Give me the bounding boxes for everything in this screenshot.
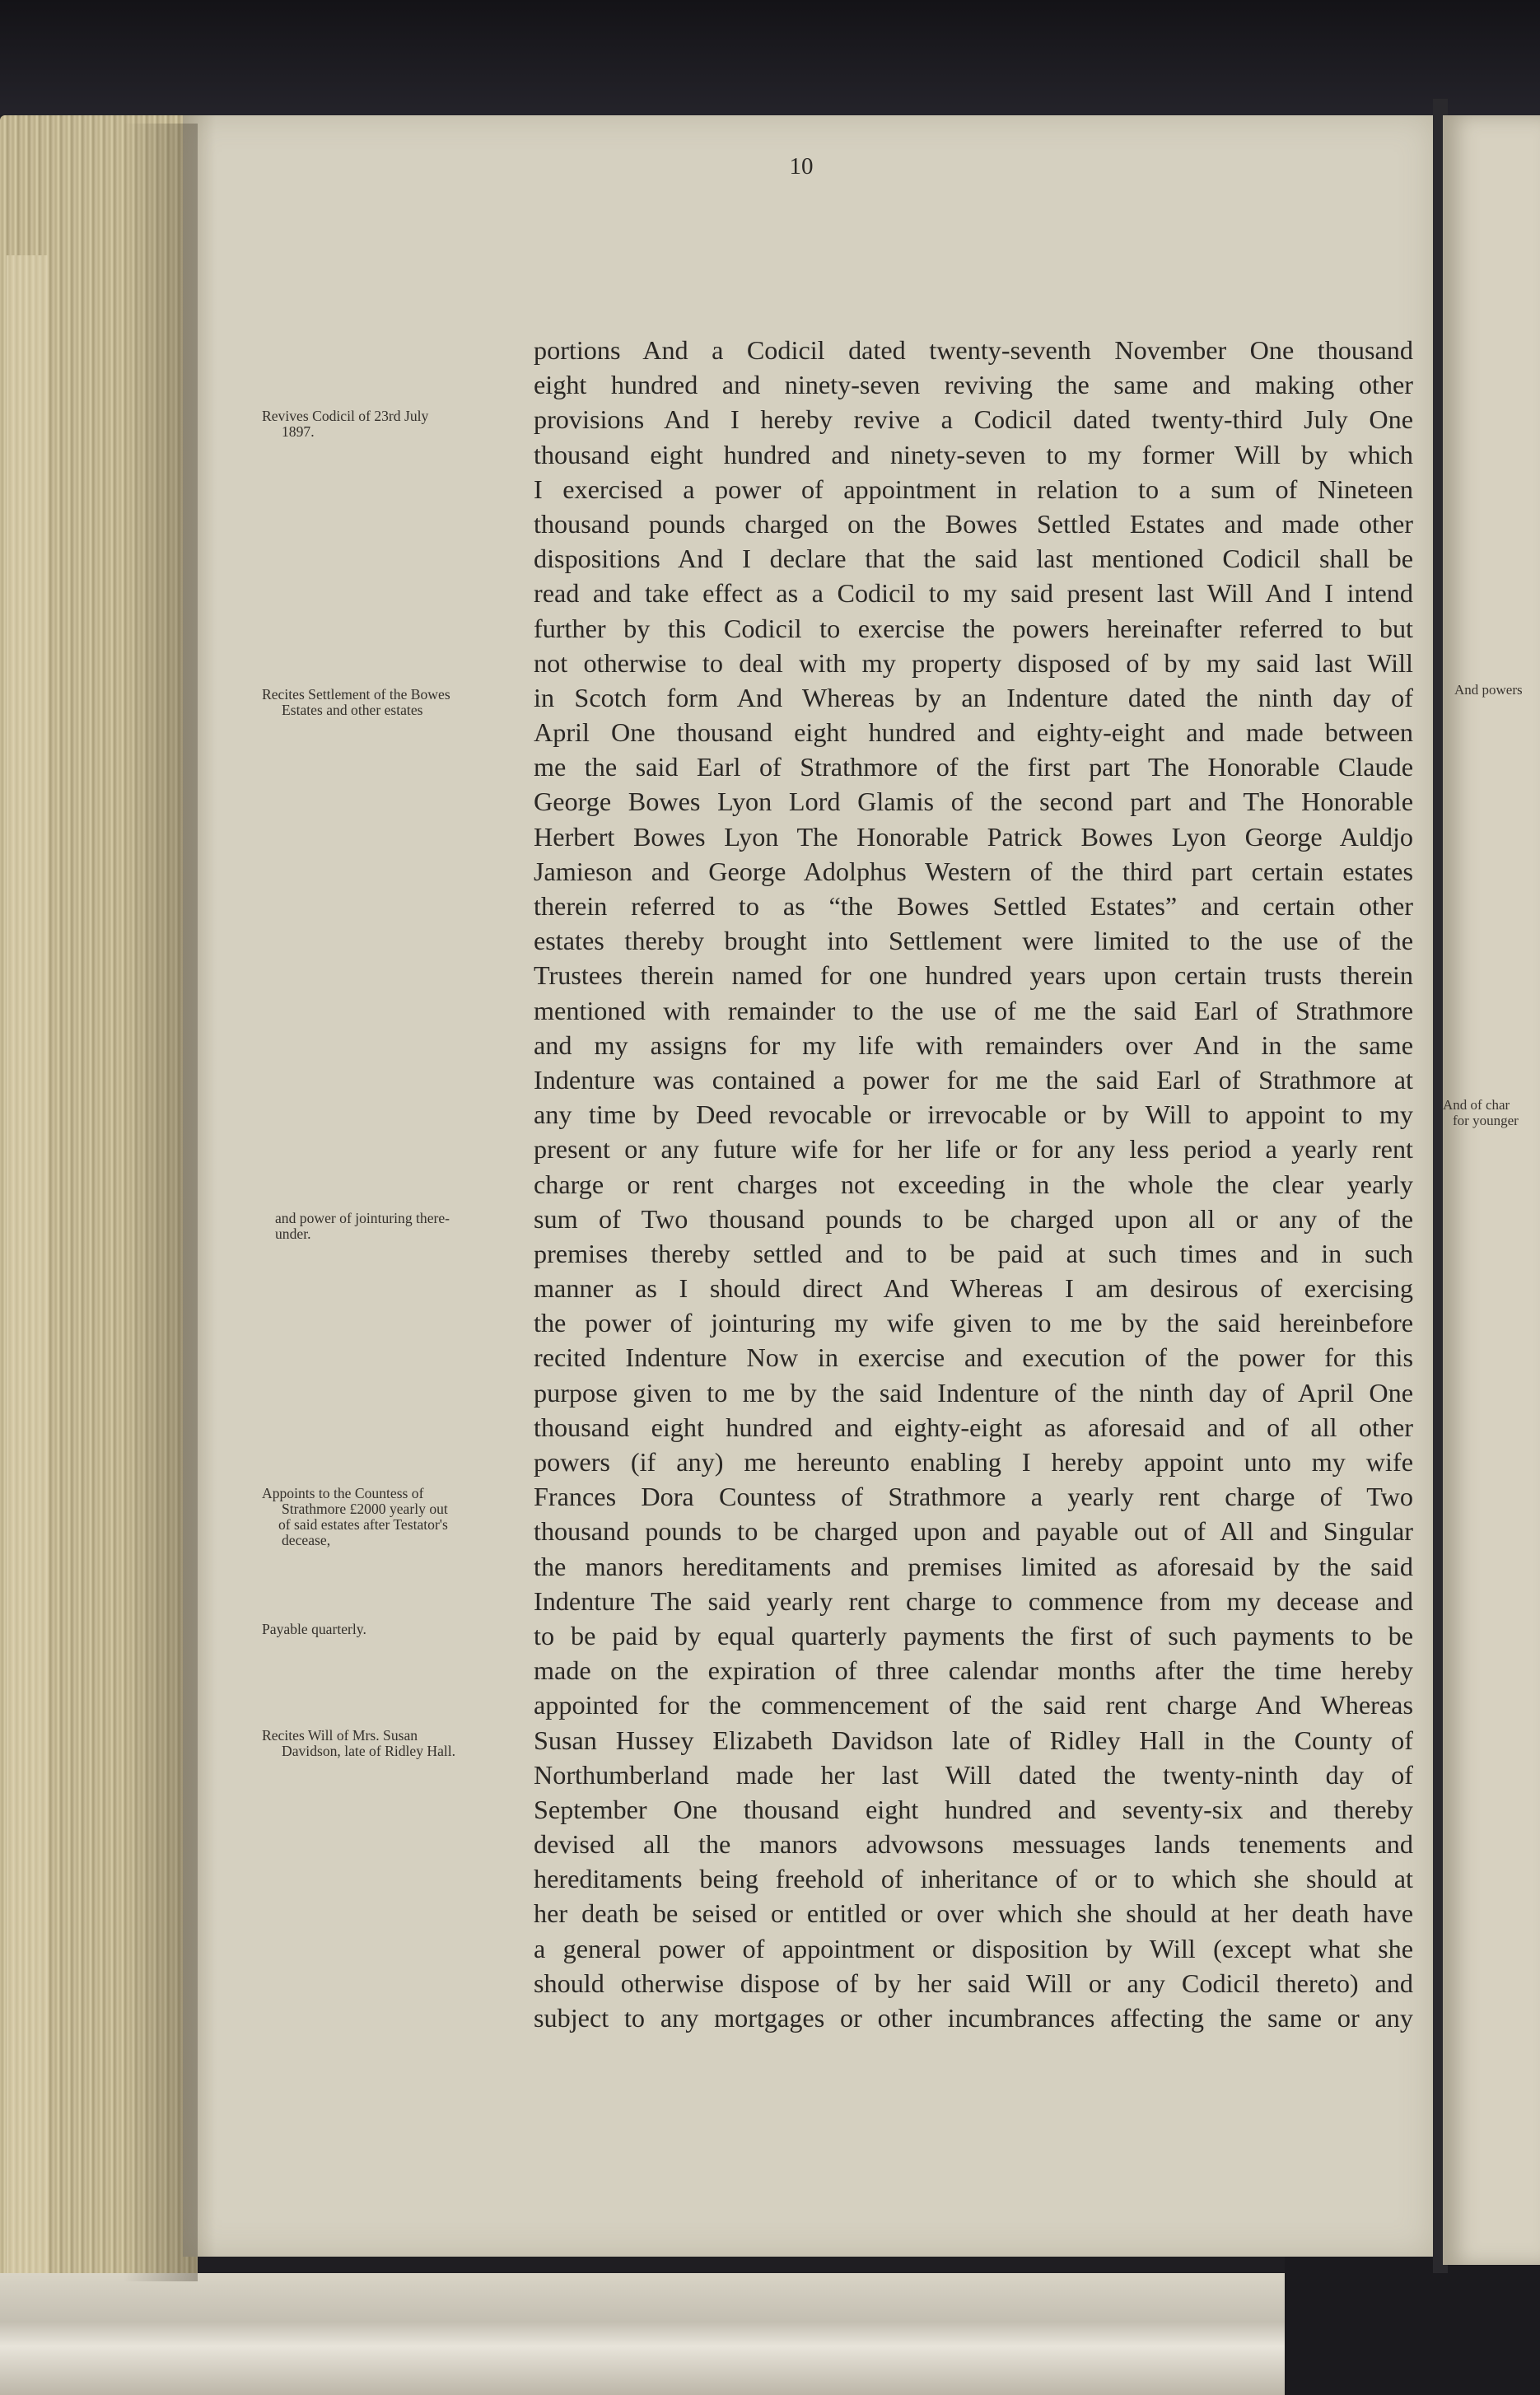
- text-line: subject to any mortgages or other incumbrances affecting the same or any: [534, 2003, 1413, 2033]
- text-line: powers (if any) me hereunto enabling I hereby appoint unto my wife: [534, 1447, 1413, 1477]
- text-line: portions And a Codicil dated twenty-seventh November One thousand: [534, 335, 1413, 365]
- page-edges-bottom: [0, 2273, 1318, 2395]
- text-line: present or any future wife for her life or for any less period a yearly rent: [534, 1134, 1413, 1165]
- text-line: devised all the manors advowsons messuages lands tenements and: [534, 1829, 1413, 1860]
- text-line: me the said Earl of Strathmore of the first part The Honorable Claude: [534, 752, 1413, 782]
- text-line: thousand pounds to be charged upon and payable out of All and Singular: [534, 1516, 1413, 1547]
- text-line: Trustees therein named for one hundred years upon certain trusts therein: [534, 960, 1413, 991]
- body-text: [534, 333, 1413, 2035]
- background-top: [0, 0, 1540, 115]
- facing-note: And of char for younger: [1443, 1097, 1519, 1128]
- text-line: should otherwise dispose of by her said Will or any Codicil thereto) and: [534, 1968, 1413, 1998]
- text-line: any time by Deed revocable or irrevocable or by Will to appoint to my: [534, 1099, 1413, 1130]
- text-line: thousand eight hundred and eighty-eight as aforesaid and of all other: [534, 1412, 1413, 1442]
- text-line: eight hundred and ninety-seven reviving the same and making other: [534, 370, 1413, 400]
- text-line: dispositions And I declare that the said last mentioned Codicil shall be: [534, 544, 1413, 574]
- text-line: sum of Two thousand pounds to be charged upon all or any of the: [534, 1203, 1413, 1234]
- text-line: charge or rent charges not exceeding in the whole the clear yearly: [534, 1169, 1413, 1199]
- text-line: provisions And I hereby revive a Codicil dated twenty-third July One: [534, 404, 1413, 435]
- text-line: premises thereby settled and to be paid at such times and in such: [534, 1238, 1413, 1268]
- text-line: the manors hereditaments and premises limited as aforesaid by the said: [534, 1551, 1413, 1581]
- text-line: read and take effect as a Codicil to my said present last Will And I intend: [534, 578, 1413, 609]
- text-line: Jamieson and George Adolphus Western of the third part certain estates: [534, 856, 1413, 886]
- text-line: estates thereby brought into Settlement were limited to the use of the: [534, 926, 1413, 956]
- page-number: 10: [789, 153, 814, 180]
- text-line: her death be seised or entitled or over which she should at her death have: [534, 1898, 1413, 1929]
- text-line: purpose given to me by the said Indenture of the ninth day of April One: [534, 1377, 1413, 1408]
- text-line: further by this Codicil to exercise the powers hereinafter referred to but: [534, 613, 1413, 643]
- text-line: Indenture The said yearly rent charge to commence from my decease and: [534, 1585, 1413, 1616]
- text-line: recited Indenture Now in exercise and execution of the power for this: [534, 1342, 1413, 1373]
- text-line: September One thousand eight hundred and seventy-six and thereby: [534, 1794, 1413, 1824]
- text-line: Herbert Bowes Lyon The Honorable Patrick Bowes Lyon George Auldjo: [534, 821, 1413, 852]
- text-line: appointed for the commencement of the said rent charge And Whereas: [534, 1690, 1413, 1720]
- text-line: and my assigns for my life with remainders over And in the same: [534, 1029, 1413, 1060]
- text-line: a general power of appointment or disposition by Will (except what she: [534, 1933, 1413, 1963]
- text-line: therein referred to as “the Bowes Settled Estates” and certain other: [534, 891, 1413, 921]
- margin-note: Revives Codicil of 23rd July 1897.: [262, 408, 429, 440]
- text-line: the power of jointuring my wife given to me by the said hereinbefore: [534, 1308, 1413, 1338]
- text-line: not otherwise to deal with my property disposed of by my said last Will: [534, 647, 1413, 678]
- margin-note: Recites Will of Mrs. Susan Davidson, late of Ridley Hall.: [262, 1727, 456, 1759]
- text-line: hereditaments being freehold of inheritance of or to which she should at: [534, 1864, 1413, 1894]
- text-line: Frances Dora Countess of Strathmore a yearly rent charge of Two: [534, 1482, 1413, 1512]
- text-line: April One thousand eight hundred and eighty-eight and made between: [534, 717, 1413, 748]
- text-line: manner as I should direct And Whereas I am desirous of exercising: [534, 1273, 1413, 1304]
- text-line: to be paid by equal quarterly payments the first of such payments to be: [534, 1620, 1413, 1650]
- facing-note: And powers: [1454, 682, 1523, 698]
- spine-shadow: [124, 124, 198, 2281]
- text-line: Indenture was contained a power for me the said Earl of Strathmore at: [534, 1064, 1413, 1095]
- text-line: Northumberland made her last Will dated the twenty-ninth day of: [534, 1759, 1413, 1790]
- text-line: Susan Hussey Elizabeth Davidson late of Ridley Hall in the County of: [534, 1725, 1413, 1755]
- text-line: George Bowes Lyon Lord Glamis of the second part and The Honorable: [534, 787, 1413, 817]
- text-line: mentioned with remainder to the use of me the said Earl of Strathmore: [534, 995, 1413, 1025]
- text-line: made on the expiration of three calendar months after the time hereby: [534, 1655, 1413, 1686]
- margin-note: Payable quarterly.: [262, 1621, 366, 1637]
- text-line: thousand pounds charged on the Bowes Settled Estates and made other: [534, 508, 1413, 539]
- margin-note: and power of jointuring there- under.: [275, 1210, 450, 1242]
- text-line: thousand eight hundred and ninety-seven to my former Will by which: [534, 439, 1413, 469]
- margin-note: Appoints to the Countess of Strathmore £2000 yearly out of said estates after Testator's decease,: [262, 1485, 448, 1548]
- background-bottom: [1285, 2257, 1540, 2395]
- text-line: in Scotch form And Whereas by an Indenture dated the ninth day of: [534, 682, 1413, 712]
- margin-note: Recites Settlement of the Bowes Estates and other estates: [262, 686, 450, 718]
- text-line: I exercised a power of appointment in relation to a sum of Nineteen: [534, 474, 1413, 504]
- facing-page: [1443, 115, 1540, 2265]
